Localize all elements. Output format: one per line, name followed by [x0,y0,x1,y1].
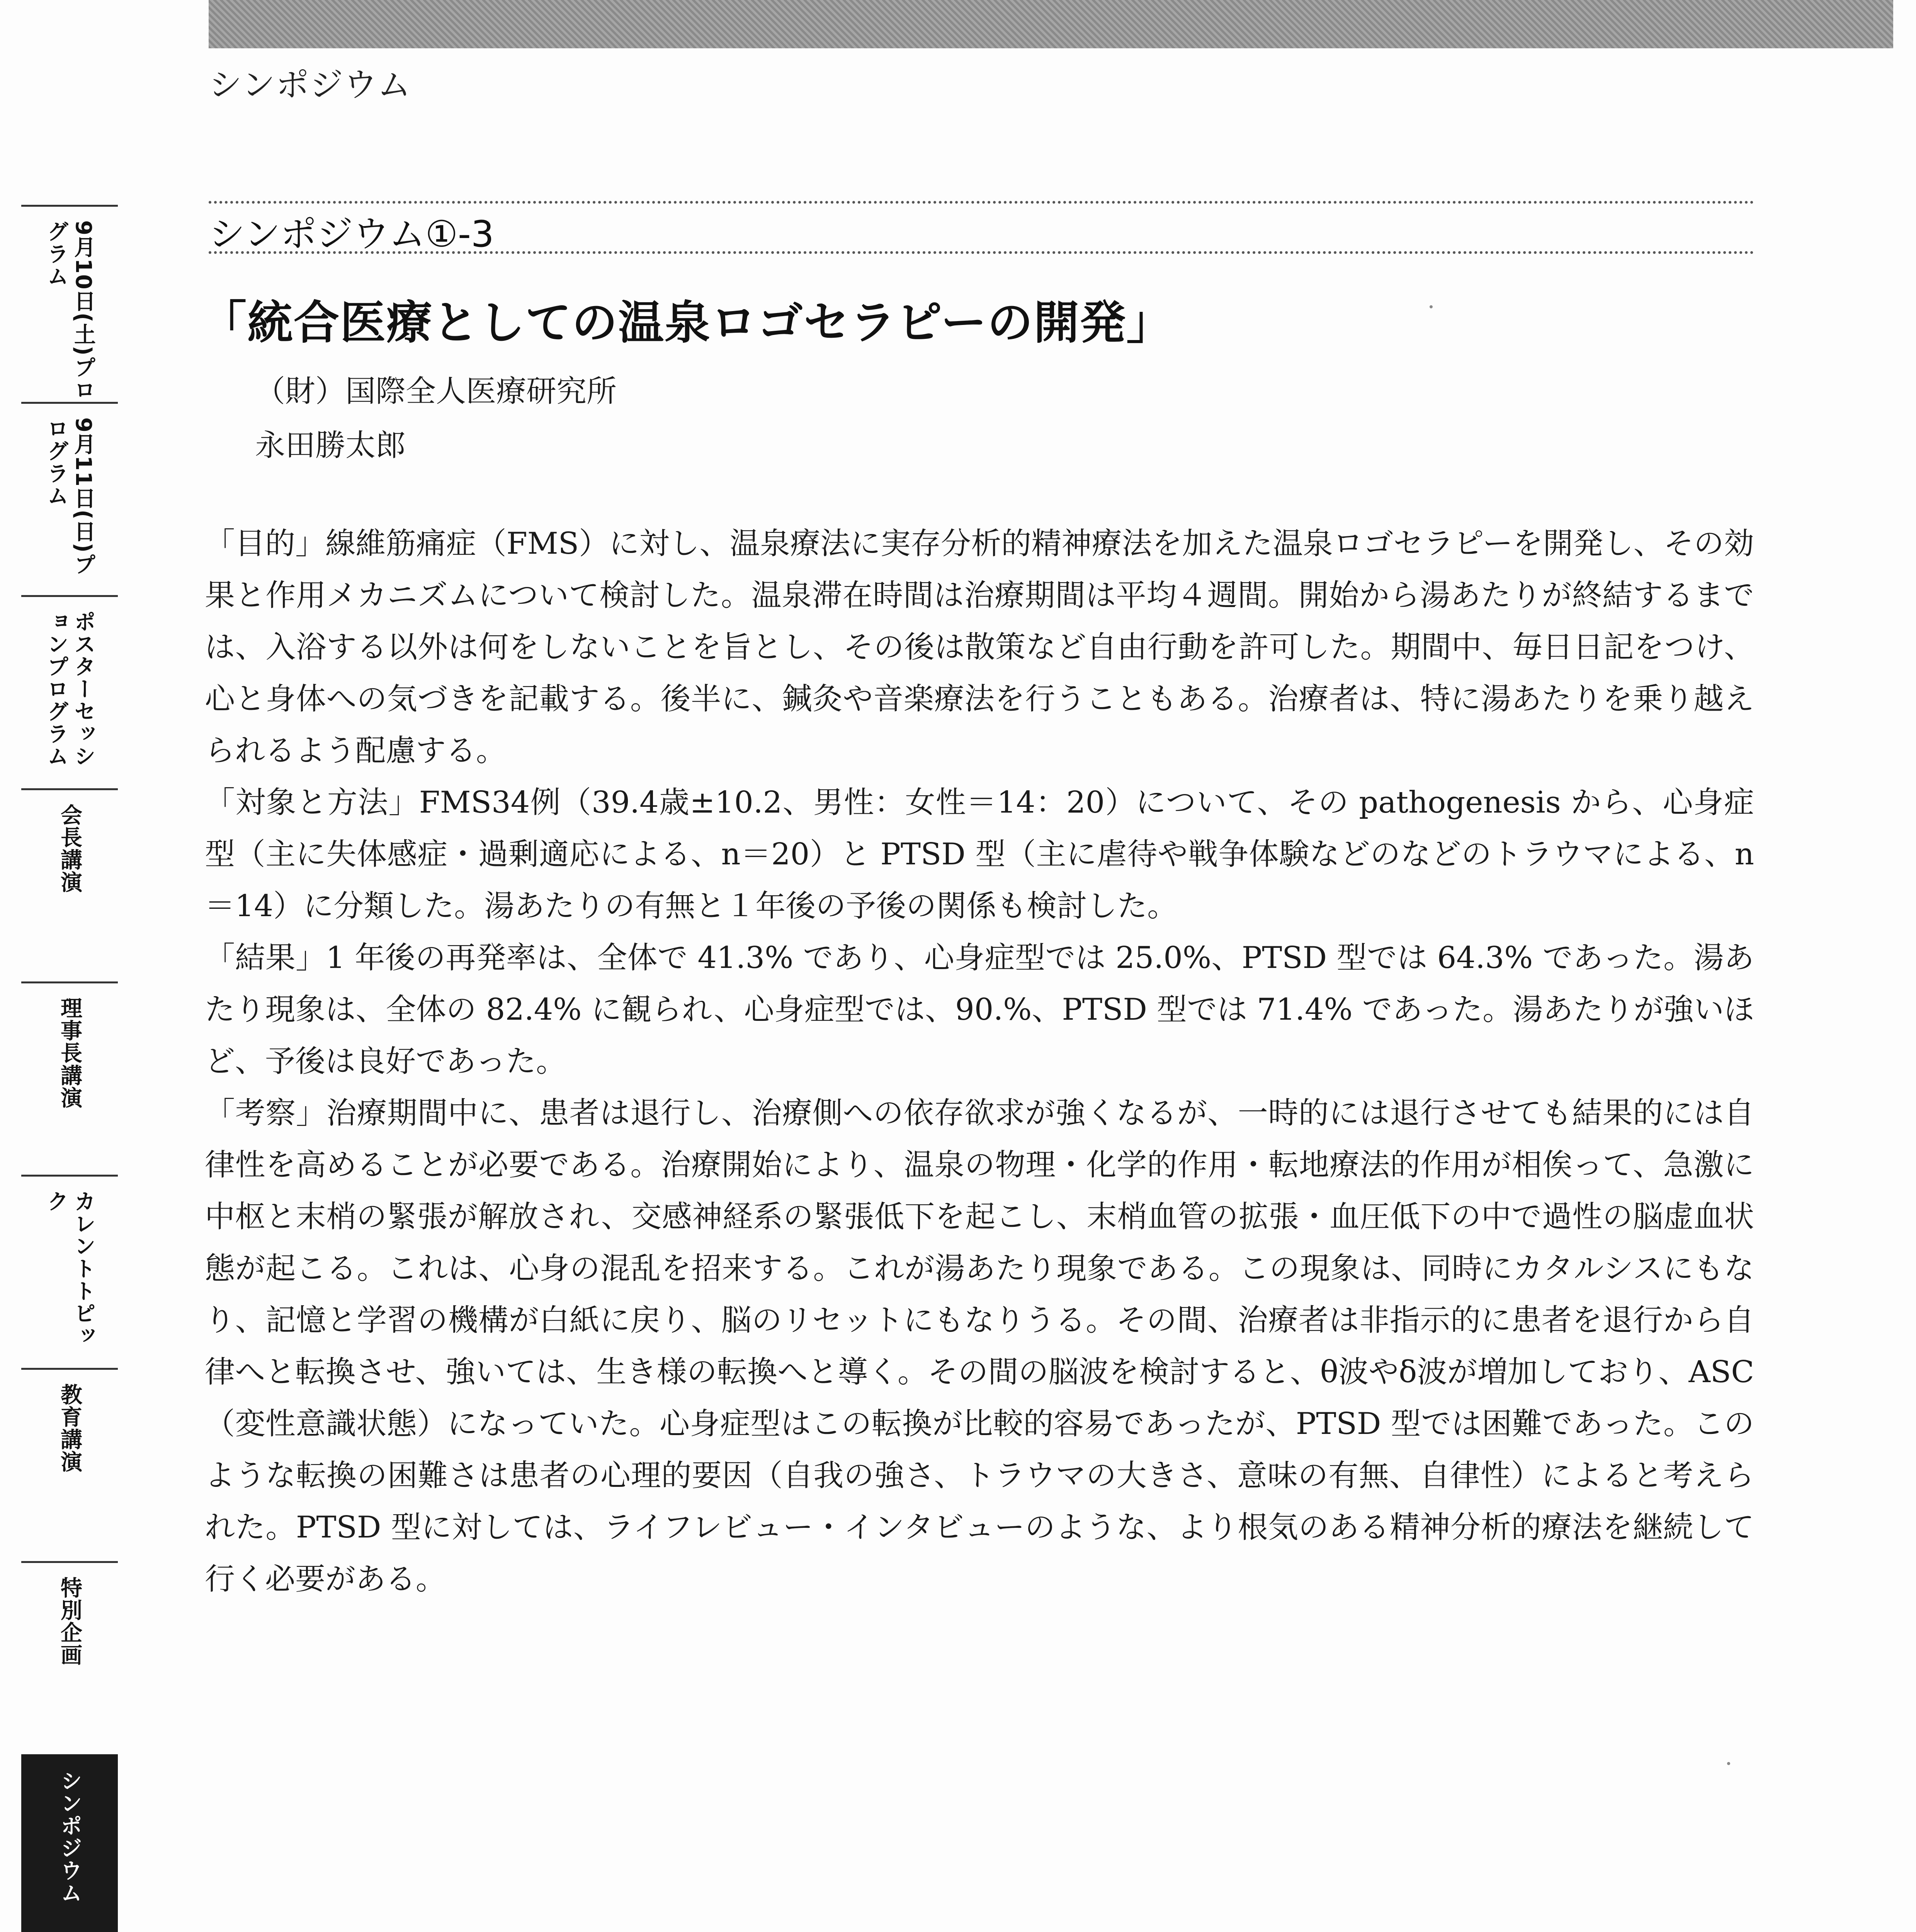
side-index-tabs [21,0,118,1932]
tab-label: 会長講演 [57,804,82,893]
paragraph-purpose: 「目的」線維筋痛症（FMS）に対し、温泉療法に実存分析的精神療法を加えた温泉ロゴセラピーを開発し、その効果と作用メカニズムについて検討した。温泉滞在時間は治療期間は平均４週間。開始から湯あたりが終結するまでは、入浴する以外は何をしないことを旨とし、その後は散策など自由行動を許可した。期間中、毎日日記をつけ、心と身体への気づきを記載する。後半に、鍼灸や音楽療法を行うこともある。治療者は、特に湯あたりを乗り越えられるよう配慮する。 [205,526,1754,768]
tab-chairman-lecture[interactable] [21,981,118,1175]
tab-label: 9月11日(日)プログラム [44,417,96,576]
tab-label: 特別企画 [57,1577,82,1666]
tab-current-topic[interactable] [21,1175,118,1368]
section-rule-bottom [209,251,1754,254]
paragraph-methods: 「対象と方法」FMS34例（39.4歳±10.2、男性：女性＝14：20）について、その pathogenesis から、心身症型（主に失体感症・過剰適応による、n＝20）と PTSD 型（主に虐待や戦争体験などのなどのトラウマによる、n＝14）に分類した。湯あたりの有無と１年後の予後の関係も検討した。 [205,785,1754,923]
author-name: 永田勝太郎 [255,428,406,463]
scan-speck [1430,305,1433,308]
tab-poster-program[interactable] [21,595,118,788]
tab-label: 理事長講演 [57,997,82,1109]
tab-presidential-lecture[interactable] [21,788,118,981]
tab-special-program[interactable] [21,1561,118,1754]
affiliation: （財）国際全人医療研究所 [255,374,617,409]
tab-sep11-program[interactable] [21,402,118,595]
tab-sep10-program[interactable] [21,205,118,402]
tab-symposium-active[interactable] [21,1754,118,1932]
running-head: シンポジウム [209,66,411,104]
tab-educational-lecture[interactable] [21,1368,118,1561]
article-body [205,518,1754,1605]
scan-speck [1727,1762,1730,1765]
section-label: シンポジウム①-3 [209,213,494,255]
tab-label: ポスターセッションプログラム [44,611,96,767]
header-band [209,0,1893,48]
section-rule-top [209,201,1754,204]
tab-label: 9月10日(土)プログラム [44,220,96,401]
tab-label: シンポジウム [57,1770,82,1904]
tab-label: 教育講演 [57,1383,82,1473]
tab-label: カレントトピック [44,1190,96,1347]
article-title: 「統合医療としての温泉ロゴセラピーの開発」 [201,296,1173,349]
paragraph-discussion: 「考察」治療期間中に、患者は退行し、治療側への依存欲求が強くなるが、一時的には退行させても結果的には自律性を高めることが必要である。治療開始により、温泉の物理・化学的作用・転地療法的作用が相俟って、急激に中枢と末梢の緊張が解放され、交感神経系の緊張低下を起こし、末梢血管の拡張・血圧低下の中で過性の脳虚血状態が起こる。これは、心身の混乱を招来する。これが湯あたり現象である。この現象は、同時にカタルシスにもなり、記憶と学習の機構が白紙に戻り、脳のリセットにもなりうる。その間、治療者は非指示的に患者を退行から自律へと転換させ、強いては、生き様の転換へと導く。その間の脳波を検討すると、θ波やδ波が増加しており、ASC（変性意識状態）になっていた。心身症型はこの転換が比較的容易であったが、PTSD 型では困難であった。このような転換の困難さは患者の心理的要因（自我の強さ、トラウマの大きさ、意味の有無、自律性）によると考えられた。PTSD 型に対しては、ライフレビュー・インタビューのような、より根気のある精神分析的療法を継続して行く必要がある。 [205,1096,1754,1597]
paragraph-results: 「結果」1 年後の再発率は、全体で 41.3% であり、心身症型では 25.0%、PTSD 型では 64.3% であった。湯あたり現象は、全体の 82.4% に観られ、心身症型では、90.%、PTSD 型では 71.4% であった。湯あたりが強いほど、予後は良好であった。 [205,940,1754,1079]
